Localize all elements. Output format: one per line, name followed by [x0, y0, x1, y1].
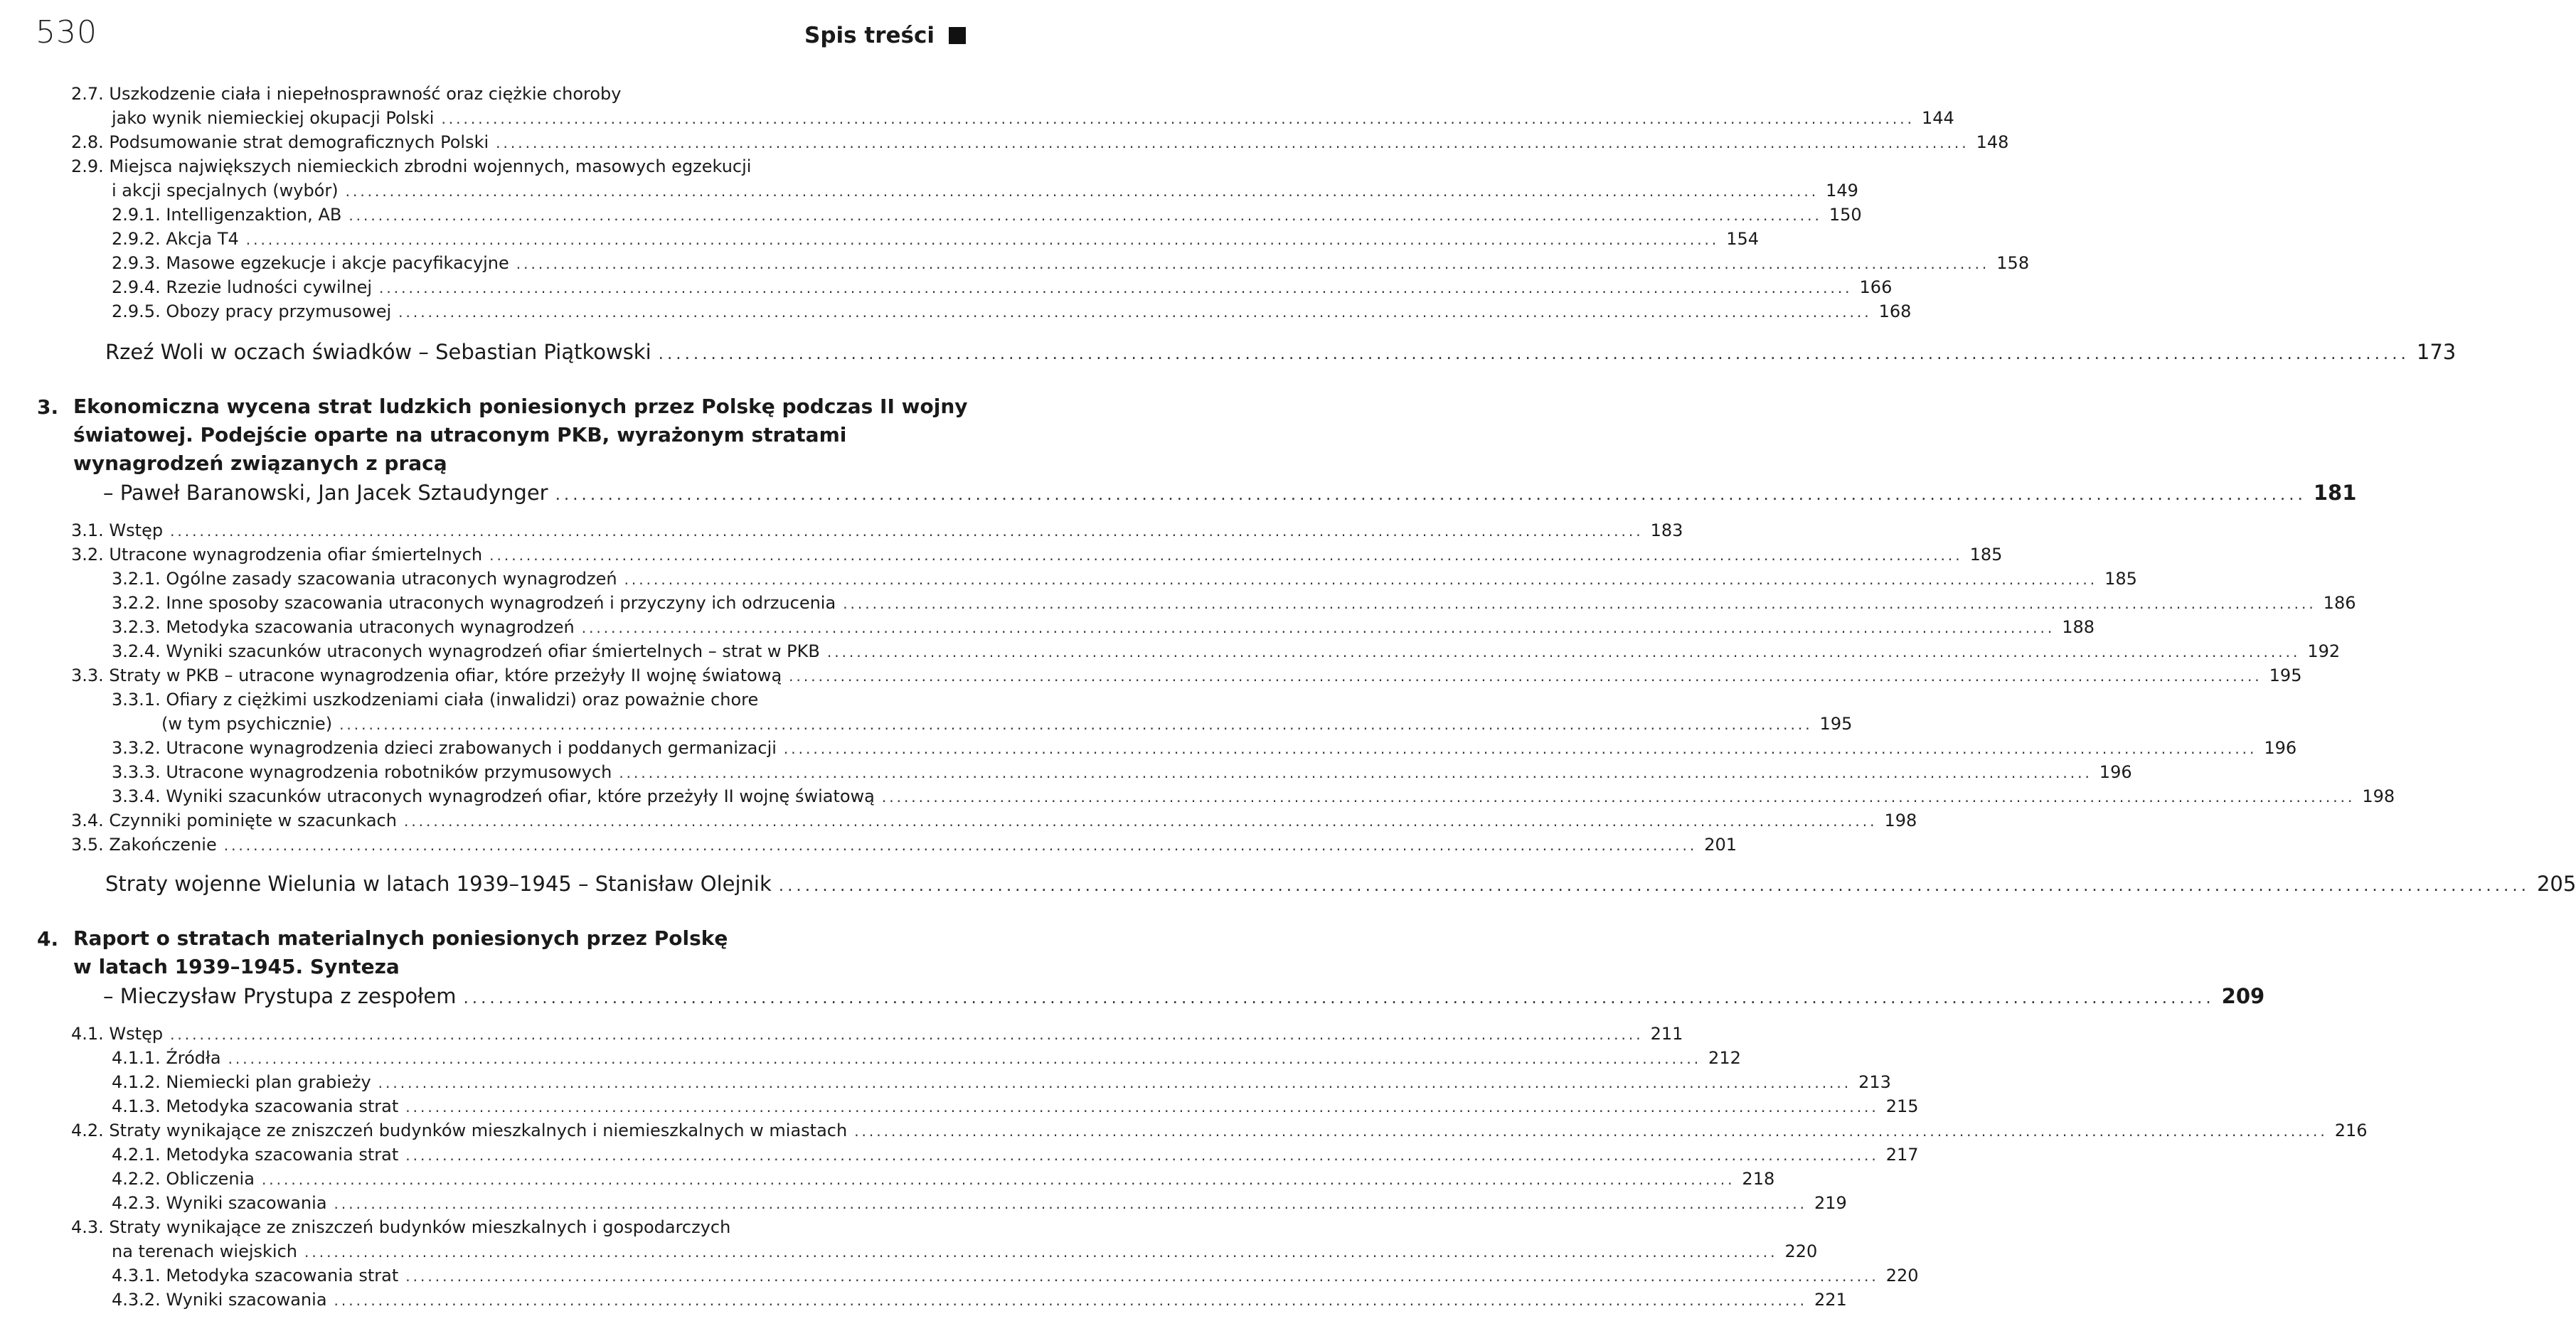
toc-page-number: 166 — [1859, 277, 1893, 297]
toc-entry-4-1 — [71, 1024, 1683, 1044]
leader-dots: ........................................................................................................................................................................................................ — [403, 813, 1878, 830]
toc-page-number: 220 — [1784, 1241, 1818, 1261]
leader-dots: ........................................................................................................................................................................................................ — [223, 837, 1698, 854]
toc-entry-4-3-2 — [112, 1290, 1847, 1310]
toc-page-number: 195 — [1819, 714, 1853, 734]
toc-page-number: 185 — [2104, 569, 2137, 589]
toc-page-number: 215 — [1885, 1096, 1919, 1116]
toc-entry-2-7-line1: 2.7. Uszkodzenie ciała i niepełnosprawność oraz ciężkie choroby — [71, 84, 622, 104]
toc-entry-title: 2.9.1. Intelligenzaktion, AB — [112, 205, 342, 225]
toc-page-number: 192 — [2307, 641, 2341, 661]
toc-page-number: 154 — [1726, 229, 1760, 249]
toc-entry-title: 3.3.4. Wyniki szacunków utraconych wynagrodzeń ofiar, które przeżyły II wojnę światową — [112, 786, 875, 806]
leader-dots: ........................................................................................................................................................................................................ — [619, 764, 2092, 781]
leader-dots: ........................................................................................................................................................................................................ — [170, 523, 1644, 540]
leader-dots: ........................................................................................................................................................................................................ — [826, 643, 2301, 661]
leader-dots: ........................................................................................................................................................................................................ — [334, 1292, 1808, 1309]
toc-entry-title: Straty wojenne Wielunia w latach 1939–1945 – Stanisław Olejnik — [105, 872, 772, 896]
leader-dots: ........................................................................................................................................................................................................ — [789, 668, 2262, 685]
leader-dots: ........................................................................................................................................................................................................ — [405, 1268, 1879, 1285]
leader-dots: ........................................................................................................................................................................................................ — [398, 304, 1872, 321]
toc-entry-2-7 — [112, 108, 1954, 128]
leader-dots: ........................................................................................................................................................................................................ — [378, 1074, 1852, 1091]
toc-entry-title: 4.1.1. Źródła — [112, 1048, 221, 1068]
toc-page-number: 205 — [2536, 872, 2576, 896]
toc-entry-title: 4.2.2. Obliczenia — [112, 1169, 255, 1189]
leader-dots: ........................................................................................................................................................................................................ — [345, 183, 1819, 200]
toc-entry-title: Rzeź Woli w oczach świadków – Sebastian Piątkowski — [105, 340, 651, 364]
toc-entry-title: 3.5. Zakończenie — [71, 835, 217, 855]
toc-entry-title: 3.2. Utracone wynagrodzenia ofiar śmiertelnych — [71, 545, 483, 565]
toc-entry-2-9-2 — [112, 229, 1760, 249]
toc-entry-title: 3.2.3. Metodyka szacowania utraconych wynagrodzeń — [112, 617, 575, 637]
toc-page-number: 219 — [1814, 1193, 1847, 1213]
toc-entry-3-3-1-line1: 3.3.1. Ofiary z ciężkimi uszkodzeniami ciała (inwalidzi) oraz poważnie chore — [112, 690, 759, 710]
leader-dots: ........................................................................................................................................................................................................ — [228, 1050, 1702, 1067]
chapter-3-authors-row — [103, 481, 2357, 505]
toc-page-number: 220 — [1885, 1266, 1919, 1285]
toc-entry-3-3-4 — [112, 786, 2395, 806]
toc-entry-3-3-3 — [112, 762, 2132, 782]
toc-entry-4-1-1 — [112, 1048, 1741, 1068]
toc-entry-3-2-2 — [112, 593, 2356, 613]
toc-page-number: 195 — [2269, 666, 2302, 685]
toc-entry-3-2 — [71, 545, 2003, 565]
toc-insert-wielun — [91, 872, 2576, 896]
toc-entry-3-3 — [71, 666, 2302, 685]
chapter-authors: – Paweł Baranowski, Jan Jacek Sztaudynger — [103, 481, 548, 505]
leader-dots: ........................................................................................................................................................................................................ — [348, 207, 1822, 224]
toc-entry-4-3 — [112, 1241, 1818, 1261]
chapter-4-authors-row — [103, 984, 2265, 1008]
toc-entry-3-5 — [71, 835, 1737, 855]
chapter-4-title-line2: w latach 1939–1945. Synteza — [73, 955, 400, 978]
toc-entry-title: 4.3.2. Wyniki szacowania — [112, 1290, 327, 1310]
toc-page-number: 216 — [2334, 1121, 2368, 1140]
toc-entry-title: (w tym psychicznie) — [161, 714, 333, 734]
leader-dots: ........................................................................................................................................................................................................ — [489, 547, 1963, 564]
toc-entry-4-1-3 — [112, 1096, 1919, 1116]
toc-entry-title: 4.1. Wstęp — [71, 1024, 164, 1044]
toc-entry-2-9-5 — [112, 301, 1912, 321]
toc-page-number: 201 — [1704, 835, 1737, 855]
toc-entry-3-4 — [71, 811, 1917, 830]
chapter-3-number: 3. — [37, 395, 59, 419]
leader-dots: ........................................................................................................................................................................................................ — [624, 571, 2098, 588]
toc-entry-3-2-1 — [112, 569, 2137, 589]
toc-entry-2-9-1 — [112, 205, 1862, 225]
leader-dots: ........................................................................................................................................................................................................ — [405, 1099, 1879, 1116]
leader-dots: ........................................................................................................................................................................................................ — [304, 1244, 1778, 1261]
toc-entry-title: 2.9.3. Masowe egzekucje i akcje pacyfikacyjne — [112, 253, 509, 273]
leader-dots: ........................................................................................................................................................................................................ — [334, 1195, 1808, 1212]
toc-page-number: 196 — [2099, 762, 2132, 782]
toc-entry-title: 3.3.3. Utracone wynagrodzenia robotników przymusowych — [112, 762, 612, 782]
leader-dots: ........................................................................................................................................................................................................ — [441, 110, 1915, 127]
toc-entry-title: i akcji specjalnych (wybór) — [112, 181, 339, 201]
toc-page-number: 148 — [1976, 132, 2009, 152]
toc-entry-4-2 — [71, 1121, 2368, 1140]
toc-entry-4-2-3 — [112, 1193, 1847, 1213]
leader-dots: ........................................................................................................................................................................................................ — [843, 595, 2316, 612]
chapter-3-title-line1: Ekonomiczna wycena strat ludzkich poniesionych przez Polskę podczas II wojny — [73, 395, 968, 418]
toc-entry-title: na terenach wiejskich — [112, 1241, 297, 1261]
toc-page-number: 196 — [2264, 738, 2297, 758]
toc-entry-title: 2.9.5. Obozy pracy przymusowej — [112, 301, 392, 321]
toc-entry-3-2-3 — [112, 617, 2095, 637]
toc-entry-4-3-line1: 4.3. Straty wynikające ze zniszczeń budynków mieszkalnych i gospodarczych — [71, 1217, 731, 1237]
toc-entry-title: 4.2.1. Metodyka szacowania strat — [112, 1145, 399, 1165]
chapter-3-title-line3: wynagrodzeń związanych z pracą — [73, 451, 447, 475]
toc-entry-3-3-2 — [112, 738, 2297, 758]
leader-dots: ........................................................................................................................................................................................................ — [516, 255, 1990, 272]
toc-page-number: 181 — [2313, 481, 2357, 505]
toc-entry-2-9-3 — [112, 253, 2030, 273]
toc-page-number: 211 — [1650, 1024, 1683, 1044]
toc-page-number: 144 — [1921, 108, 1954, 128]
toc-entry-title: 4.2. Straty wynikające ze zniszczeń budynków mieszkalnych i niemieszkalnych w miastach — [71, 1121, 848, 1140]
toc-page-number: 218 — [1742, 1169, 1775, 1189]
toc-entry-title: 3.1. Wstęp — [71, 520, 164, 540]
toc-page-number: 212 — [1708, 1048, 1741, 1068]
toc-page-number: 185 — [1969, 545, 2003, 565]
toc-page-number: 168 — [1878, 301, 1912, 321]
toc-page-number: 188 — [2062, 617, 2095, 637]
running-title: Spis treści — [804, 23, 935, 48]
toc-entry-4-1-2 — [112, 1072, 1891, 1092]
leader-dots: ........................................................................................................................................................................................................ — [854, 1123, 2328, 1140]
leader-dots: ........................................................................................................................................................................................................ — [261, 1171, 1735, 1188]
chapter-authors: – Mieczysław Prystupa z zespołem — [103, 984, 457, 1008]
chapter-4-number: 4. — [37, 927, 59, 951]
leader-dots: ........................................................................................................................................................................................................ — [658, 345, 2410, 363]
leader-dots: ........................................................................................................................................................................................................ — [379, 279, 1853, 296]
toc-entry-3-1 — [71, 520, 1683, 540]
toc-entry-title: 4.1.2. Niemiecki plan grabieży — [112, 1072, 371, 1092]
toc-entry-4-2-2 — [112, 1169, 1775, 1189]
toc-entry-title: 4.2.3. Wyniki szacowania — [112, 1193, 327, 1213]
toc-page-number: 183 — [1650, 520, 1683, 540]
leader-dots: ........................................................................................................................................................................................................ — [496, 134, 1969, 151]
leader-dots: ........................................................................................................................................................................................................ — [170, 1026, 1644, 1043]
toc-entry-title: 2.9.2. Akcja T4 — [112, 229, 239, 249]
toc-entry-title: 3.3. Straty w PKB – utracone wynagrodzenia ofiar, które przeżyły II wojnę światową — [71, 666, 782, 685]
toc-entry-title: 3.2.1. Ogólne zasady szacowania utraconych wynagrodzeń — [112, 569, 617, 589]
toc-page-number: 213 — [1858, 1072, 1891, 1092]
toc-entry-title: 3.2.2. Inne sposoby szacowania utraconych wynagrodzeń i przyczyny ich odrzucenia — [112, 593, 836, 613]
leader-dots: ........................................................................................................................................................................................................ — [555, 486, 2306, 504]
toc-page-number: 173 — [2416, 340, 2457, 364]
leader-dots: ........................................................................................................................................................................................................ — [339, 716, 1813, 733]
leader-dots: ........................................................................................................................................................................................................ — [783, 740, 2257, 757]
toc-entry-2-9-4 — [112, 277, 1893, 297]
toc-page-number: 149 — [1826, 181, 1858, 201]
toc-entry-3-3-1 — [161, 714, 1853, 734]
leader-dots: ........................................................................................................................................................................................................ — [463, 989, 2215, 1007]
toc-entry-3-2-4 — [112, 641, 2341, 661]
chapter-3-title-line2: światowej. Podejście oparte na utraconym PKB, wyrażonym stratami — [73, 423, 847, 447]
toc-entry-2-8 — [71, 132, 2009, 152]
toc-page-number: 209 — [2221, 984, 2265, 1008]
leader-dots: ........................................................................................................................................................................................................ — [405, 1147, 1879, 1164]
toc-page-number: 217 — [1885, 1145, 1919, 1165]
toc-page-number: 198 — [2362, 786, 2395, 806]
leader-dots: ........................................................................................................................................................................................................ — [245, 231, 1720, 248]
page-number: 530 — [36, 14, 97, 50]
toc-entry-2-9 — [112, 181, 1858, 201]
chapter-4-title-line1: Raport o stratach materialnych poniesionych przez Polskę — [73, 926, 728, 950]
toc-entry-title: 3.2.4. Wyniki szacunków utraconych wynagrodzeń ofiar śmiertelnych – strat w PKB — [112, 641, 820, 661]
toc-page-number: 158 — [1996, 253, 2030, 273]
toc-entry-2-9-line1: 2.9. Miejsca największych niemieckich zbrodni wojennych, masowych egzekucji — [71, 156, 752, 176]
toc-entry-title: 3.3.2. Utracone wynagrodzenia dzieci zrabowanych i poddanych germanizacji — [112, 738, 777, 758]
toc-entry-title: 2.8. Podsumowanie strat demograficznych Polski — [71, 132, 489, 152]
toc-entry-title: 4.3.1. Metodyka szacowania strat — [112, 1266, 399, 1285]
leader-dots: ........................................................................................................................................................................................................ — [581, 619, 2055, 636]
toc-page-number: 221 — [1814, 1290, 1847, 1310]
toc-entry-4-2-1 — [112, 1145, 1919, 1165]
toc-insert-wola — [91, 340, 2457, 364]
toc-entry-title: jako wynik niemieckiej okupacji Polski — [112, 108, 435, 128]
toc-entry-title: 4.1.3. Metodyka szacowania strat — [112, 1096, 399, 1116]
toc-entry-title: 2.9.4. Rzezie ludności cywilnej — [112, 277, 373, 297]
toc-entry-title: 3.4. Czynniki pominięte w szacunkach — [71, 811, 397, 830]
toc-page-number: 186 — [2323, 593, 2356, 613]
leader-dots: ........................................................................................................................................................................................................ — [778, 877, 2530, 895]
leader-dots: ........................................................................................................................................................................................................ — [881, 789, 2356, 806]
toc-page-number: 198 — [1884, 811, 1917, 830]
toc-entry-4-3-1 — [112, 1266, 1919, 1285]
toc-page-number: 150 — [1829, 205, 1862, 225]
